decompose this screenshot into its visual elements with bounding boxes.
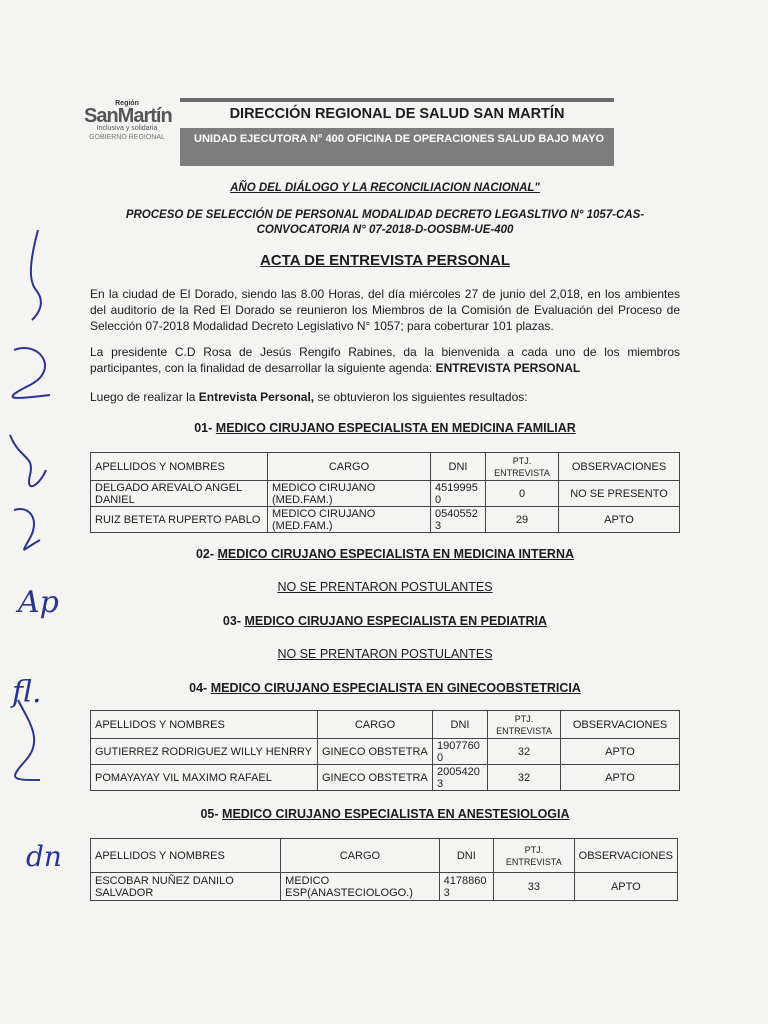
- regional-government-logo: [84, 100, 170, 154]
- section-03-note: NO SE PRENTARON POSTULANTES: [277, 647, 493, 661]
- section-03-heading: [60, 614, 710, 628]
- cell-cargo: MEDICO CIRUJANO (MED.FAM.): [268, 507, 431, 533]
- paragraph-agenda: [90, 344, 680, 376]
- cell-cargo: MEDICO ESP(ANASTECIOLOGO.): [281, 873, 439, 901]
- signature-fl: fl.: [12, 675, 42, 710]
- col-names-header: APELLIDOS Y NOMBRES: [91, 711, 318, 739]
- table-row: [91, 507, 680, 533]
- cell-name: DELGADO AREVALO ANGEL DANIEL: [91, 481, 268, 507]
- section-05-number: 05-: [200, 807, 219, 821]
- table-row: [91, 481, 680, 507]
- section-01-number: 01-: [194, 421, 213, 435]
- col-dni-header: DNI: [433, 711, 488, 739]
- col-ptj-header: PTJ. ENTREVISTA: [494, 839, 575, 873]
- process-title: [60, 208, 710, 238]
- table-header-row: [91, 839, 678, 873]
- logo-gov-text: GOBIERNO REGIONAL: [89, 134, 165, 141]
- col-cargo-header: CARGO: [281, 839, 439, 873]
- section-05-heading: [60, 807, 710, 821]
- col-names-header: APELLIDOS Y NOMBRES: [91, 839, 281, 873]
- signature-ap: Ap: [18, 585, 59, 620]
- col-cargo-header: CARGO: [268, 453, 431, 481]
- section-05-title: MEDICO CIRUJANO ESPECIALISTA EN ANESTESIOLOGIA: [222, 807, 570, 821]
- col-ptj-header: PTJ. ENTREVISTA: [488, 711, 561, 739]
- signature-scribble: [10, 435, 46, 486]
- paragraph-intro: En la ciudad de El Dorado, siendo las 8.00 Horas, del día miércoles 27 de junio del 2,018, en los ambientes del auditorio de la Red El Dorado se reunieron los Miembros de la Comisión de Evaluación del Proceso de Selección 07-2018 Modalidad Decreto Legislativo N° 1057; para coberturar 101 plazas.: [90, 287, 680, 333]
- cell-ptj: 0: [486, 481, 559, 507]
- results-table-04: [90, 710, 680, 791]
- section-01-heading: [60, 421, 710, 435]
- col-names-header: APELLIDOS Y NOMBRES: [91, 453, 268, 481]
- header-title: DIRECCIÓN REGIONAL DE SALUD SAN MARTÍN: [180, 98, 614, 132]
- col-dni-header: DNI: [431, 453, 486, 481]
- section-02-number: 02-: [195, 547, 215, 561]
- cell-obs: APTO: [559, 507, 680, 533]
- section-02-title: MEDICO CIRUJANO ESPECIALISTA EN MEDICINA INTERNA: [217, 547, 575, 561]
- signature-scribble: [15, 700, 40, 780]
- process-line-2: CONVOCATORIA N° 07-2018-D-OOSBM-UE-400: [256, 224, 514, 236]
- logo-region-text: Región: [115, 100, 139, 107]
- cell-cargo: GINECO OBSTETRA: [318, 739, 433, 765]
- results-bold: Entrevista Personal,: [198, 390, 315, 404]
- header-subtitle-band: UNIDAD EJECUTORA N° 400 OFICINA DE OPERACIONES SALUD BAJO MAYO: [180, 128, 614, 166]
- table-row: [91, 873, 678, 901]
- cell-ptj: 33: [494, 873, 575, 901]
- document-title: ACTA DE ENTREVISTA PERSONAL: [259, 252, 510, 269]
- table-row: [91, 765, 680, 791]
- cell-dni: 19077600: [433, 739, 488, 765]
- agenda-text: La presidente C.D Rosa de Jesús Rengifo Rabines, da la bienvenida a cada uno de los miembros participantes, con la finalidad de desarrollar la siguiente agenda:: [90, 345, 680, 375]
- cell-obs: APTO: [561, 739, 680, 765]
- cell-ptj: 29: [486, 507, 559, 533]
- section-02-note: NO SE PRENTARON POSTULANTES: [277, 580, 493, 594]
- margin-signatures: [0, 220, 80, 910]
- cell-name: GUTIERREZ RODRIGUEZ WILLY HENRRY: [91, 739, 318, 765]
- paragraph-results: [90, 389, 680, 405]
- year-motto: AÑO DEL DIÁLOGO Y LA RECONCILIACION NACIONAL": [230, 182, 540, 194]
- signature-scribble: [31, 230, 41, 320]
- cell-ptj: 32: [488, 739, 561, 765]
- logo-brand-text: SanMartín: [84, 105, 172, 127]
- results-suffix: se obtuvieron los siguientes resultados:: [314, 390, 528, 404]
- cell-cargo: GINECO OBSTETRA: [318, 765, 433, 791]
- results-table-01: [90, 452, 680, 533]
- signature-scribble: [13, 348, 50, 398]
- col-obs-header: OBSERVACIONES: [559, 453, 680, 481]
- section-04-title: MEDICO CIRUJANO ESPECIALISTA EN GINECOOBSTETRICIA: [210, 681, 581, 695]
- table-header-row: [91, 711, 680, 739]
- results-prefix: Luego de realizar la: [90, 390, 199, 404]
- signature-dn: dn: [26, 840, 62, 873]
- col-cargo-header: CARGO: [318, 711, 433, 739]
- section-04-heading: [60, 681, 710, 695]
- cell-dni: 20054203: [433, 765, 488, 791]
- cell-dni: 41788603: [439, 873, 493, 901]
- cell-ptj: 32: [488, 765, 561, 791]
- cell-name: ESCOBAR NUÑEZ DANILO SALVADOR: [91, 873, 281, 901]
- cell-cargo: MEDICO CIRUJANO (MED.FAM.): [268, 481, 431, 507]
- section-04-number: 04-: [189, 681, 208, 695]
- cell-obs: APTO: [574, 873, 677, 901]
- section-03-title: MEDICO CIRUJANO ESPECIALISTA EN PEDIATRIA: [244, 614, 548, 628]
- col-obs-header: OBSERVACIONES: [574, 839, 677, 873]
- col-ptj-header: PTJ. ENTREVISTA: [486, 453, 559, 481]
- cell-name: RUIZ BETETA RUPERTO PABLO: [91, 507, 268, 533]
- cell-dni: 05405523: [431, 507, 486, 533]
- agenda-bold: ENTREVISTA PERSONAL: [435, 361, 581, 375]
- cell-obs: APTO: [561, 765, 680, 791]
- table-header-row: [91, 453, 680, 481]
- signature-scribble: [14, 509, 40, 550]
- logo-tagline: Inclusiva y solidaria: [96, 125, 158, 132]
- col-dni-header: DNI: [439, 839, 493, 873]
- process-line-1: PROCESO DE SELECCIÓN DE PERSONAL MODALIDAD DECRETO LEGASLTIVO N° 1057-CAS-: [125, 209, 645, 221]
- table-row: [91, 739, 680, 765]
- cell-dni: 45199950: [431, 481, 486, 507]
- cell-obs: NO SE PRESENTO: [559, 481, 680, 507]
- cell-name: POMAYAYAY VIL MAXIMO RAFAEL: [91, 765, 318, 791]
- section-02-heading: [60, 547, 710, 561]
- section-01-title: MEDICO CIRUJANO ESPECIALISTA EN MEDICINA FAMILIAR: [215, 421, 576, 435]
- section-03-number: 03-: [222, 614, 241, 628]
- results-table-05: [90, 838, 678, 901]
- col-obs-header: OBSERVACIONES: [561, 711, 680, 739]
